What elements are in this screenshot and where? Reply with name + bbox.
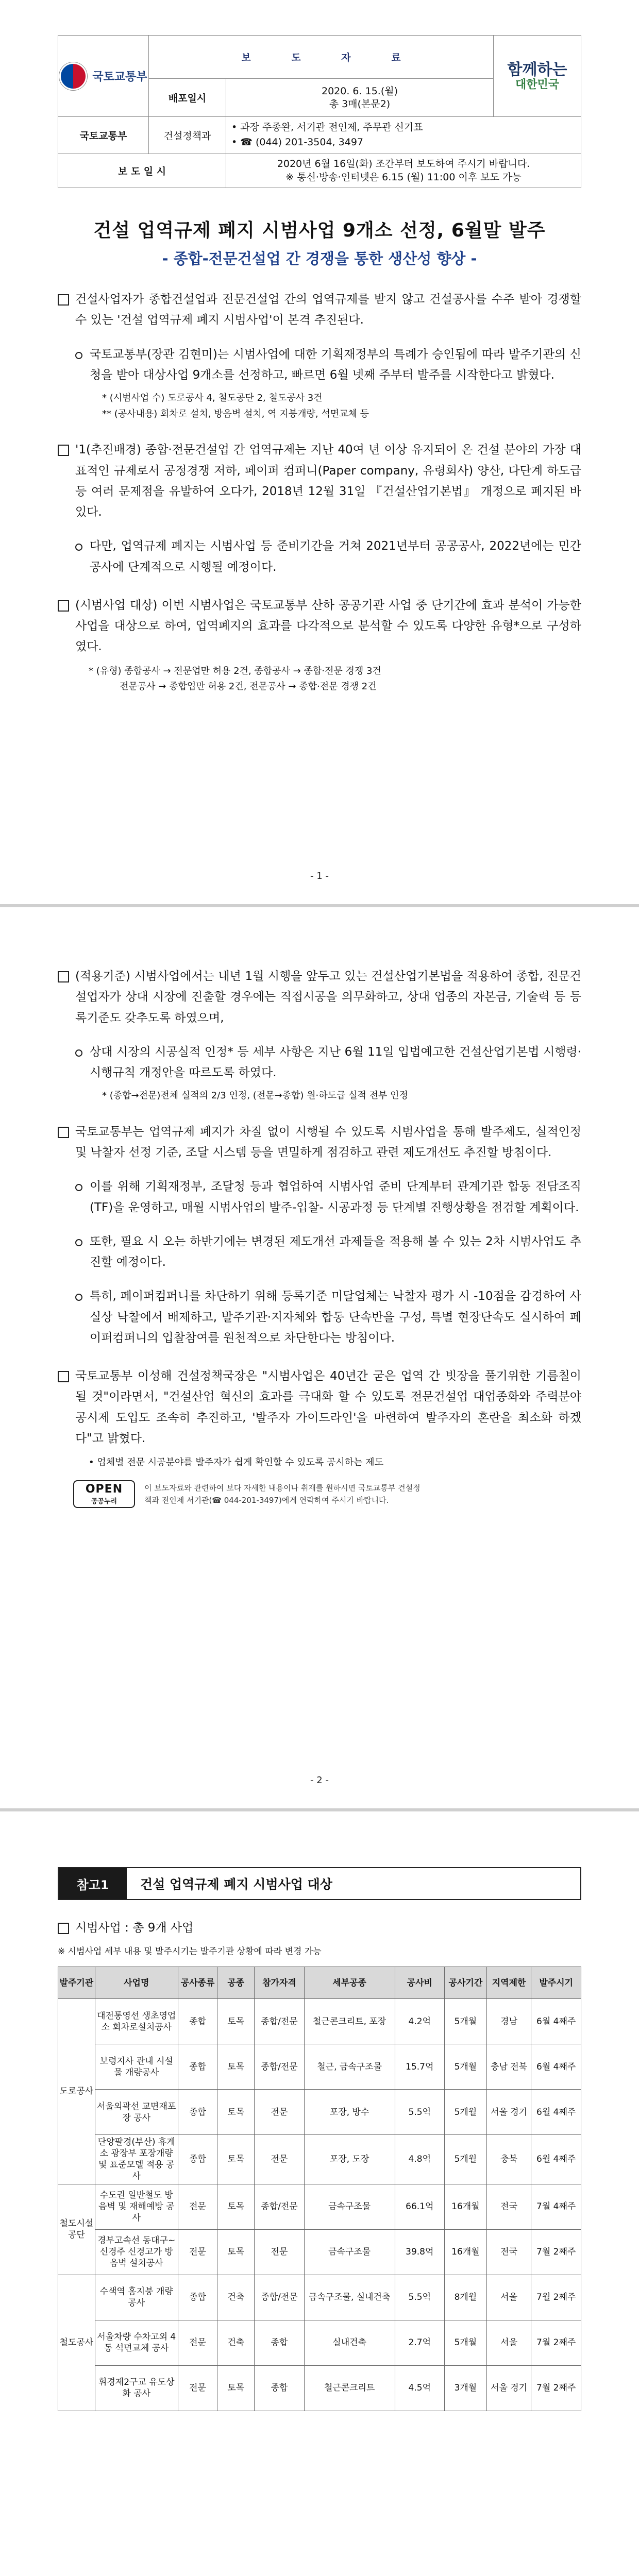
table-row [58,2229,581,2275]
table-cell: 6월 4째주 [531,2090,581,2135]
table-cell: 종합 [178,2044,217,2090]
table-cell: 종합/전문 [255,2044,305,2090]
paragraph-text: 국토교통부 이성해 건설정책국장은 "시범사업은 40년간 굳은 업역 간 빗장을 풀기위한 기름칠이 될 것"이라면서, "건설산업 혁신의 효과를 극대화 할 수 있도록 전문건설업 대업종화와 주력분야 공시제 도입도 조속히 추진하고, '발주자 가이드라인'을 마련하여 발주자의 혼란을 최소화 하겠다"고 밝혔다. [75,1369,581,1445]
square-bullet-icon [58,1371,69,1382]
press-release-title: 보 도 자 료 [149,36,494,79]
table-cell: 금속구조물 [304,2229,395,2275]
table-cell: 서울외곽선 교면재포장 공사 [95,2090,178,2135]
table-cell: 휘경제2구교 유도상화 공사 [95,2365,178,2411]
column-header: 공종 [217,1967,255,1999]
open-license-box [58,1480,581,1508]
table-row [58,1999,581,2044]
table-cell: 4.8억 [395,2135,445,2184]
table-cell: 전문 [178,2229,217,2275]
circle-bullet-icon [75,1239,82,1246]
table-cell: 6월 4째주 [531,1999,581,2044]
table-cell: 토목 [217,2135,255,2184]
table-cell: 금속구조물 [304,2184,395,2229]
paragraph-text: 국토교통부는 업역규제 폐지가 차질 없이 시행될 수 있도록 시범사업을 통해 발주제도, 실적인정 및 낙찰자 선정 기준, 조달 시스템 등을 면밀하게 점검하고 관련 제도개선도 추진할 방침이다. [75,1125,581,1160]
circle-bullet-icon [75,1184,82,1191]
table-row [58,2090,581,2135]
table-cell: 16개월 [445,2184,487,2229]
table-row [58,2275,581,2320]
slogan-logo [494,36,581,117]
paragraph-5-3 [58,1286,581,1348]
footnote: 전문공사 → 종합업만 허용 2건, 전문공사 → 종합·전문 경쟁 2건 [120,681,377,692]
table-cell: 7월 2째주 [531,2365,581,2411]
table-cell: 종합/전문 [255,2184,305,2229]
table-row [58,2184,581,2229]
paragraph-4 [58,966,581,1028]
table-cell: 5개월 [445,1999,487,2044]
table-cell: 토목 [217,2365,255,2411]
table-cell: 서울 [486,2320,531,2365]
paragraph-text: (시범사업 대상) 이번 시범사업은 국토교통부 산하 공공기관 사업 중 단기간에 효과 분석이 가능한 사업을 대상으로 하여, 업역폐지의 효과를 다각적으로 분석할 수 있도록 다양한 유형*으로 구성하였다. [75,598,581,654]
paragraph-text: 국토교통부(장관 김현미)는 시범사업에 대한 기획재정부의 특례가 승인됨에 따라 발주기관의 신청을 받아 대상사업 9개소를 선정하고, 빠르면 6월 넷째 주부터 발주를 시작한다고 밝혔다. [90,347,581,382]
table-cell: 종합 [178,2135,217,2184]
dept-name: 건설정책과 [149,117,226,154]
table-cell: 전문 [255,2229,305,2275]
table-cell: 건축 [217,2320,255,2365]
square-bullet-icon [58,445,69,456]
table-cell: 5개월 [445,2044,487,2090]
table-cell: 서울 [486,2275,531,2320]
table-cell: 종합 [255,2320,305,2365]
table-cell: 7월 2째주 [531,2275,581,2320]
table-cell: 충북 [486,2135,531,2184]
contact-notice-line-1: 이 보도자료와 관련하여 보다 자세한 내용이나 취재를 원하시면 국토교통부 건설정 [144,1483,421,1493]
circle-bullet-icon [75,1294,82,1301]
appendix-title: 건설 업역규제 폐지 시범사업 대상 [140,1877,332,1892]
table-cell: 토목 [217,2229,255,2275]
paragraph-1 [58,289,581,331]
table-cell: 5.5억 [395,2275,445,2320]
table-cell: 7월 4째주 [531,2184,581,2229]
paragraph-text: 다만, 업역규제 폐지는 시범사업 등 준비기간을 거쳐 2021년부터 공공공사, 2022년에는 민간공사에 단계적으로 시행될 예정이다. [90,539,581,574]
table-cell: 수도권 일반철도 방음벽 및 재해예방 공사 [95,2184,178,2229]
paragraph-text: 특히, 페이퍼컴퍼니를 차단하기 위해 등록기준 미달업체는 낙찰자 평가 시 -10점을 감경하여 사실상 낙찰에서 배제하고, 발주기관·지자체와 합동 단속반을 구성, 특별 현장단속도 실시하여 페이퍼컴퍼니의 입찰참여를 원천적으로 차단한다는 방침이다. [90,1290,581,1345]
circle-bullet-icon [75,352,82,359]
paragraph-2 [58,439,581,522]
table-cell: 2.7억 [395,2320,445,2365]
table-cell: 전국 [486,2184,531,2229]
table-cell: 수색역 홈지붕 개량공사 [95,2275,178,2320]
table-cell: 종합 [178,2275,217,2320]
ministry-logo [58,36,149,117]
appendix-remark: ※ 시범사업 세부 내용 및 발주시기는 발주기관 상황에 따라 변경 가능 [58,1946,322,1957]
table-cell: 전문 [255,2135,305,2184]
table-header-row [58,1967,581,1999]
table-cell: 경남 [486,1999,531,2044]
distribution-date: 2020. 6. 15.(월) [322,85,398,97]
column-header: 사업명 [95,1967,178,1999]
page-3 [0,1808,639,2576]
table-cell: 3개월 [445,2365,487,2411]
column-header: 지역제한 [486,1967,531,1999]
table-cell: 전문 [178,2184,217,2229]
slogan-line-1: 함께하는 [507,60,567,79]
table-cell: 종합 [255,2365,305,2411]
table-cell: 39.8억 [395,2229,445,2275]
table-cell: 전문 [178,2320,217,2365]
distribution-pages: 총 3매(본문2) [329,98,391,110]
page-number: - 1 - [310,871,329,882]
paragraph-text: 또한, 필요 시 오는 하반기에는 변경된 제도개선 과제들을 적용해 볼 수 있는 2차 시범사업도 추진할 예정이다. [90,1234,581,1269]
appendix-header [58,1867,581,1900]
table-cell: 철근콘크리트, 포장 [304,1999,395,2044]
table-cell: 서울 경기 [486,2365,531,2411]
column-header: 세부공종 [304,1967,395,1999]
column-header: 공사비 [395,1967,445,1999]
table-cell: 실내건축 [304,2320,395,2365]
paragraph-text: 이를 위해 기획재정부, 조달청 등과 협업하여 시범사업 준비 단계부터 관계기관 합동 전담조직(TF)을 운영하고, 매월 시범사업의 발주-입찰- 시공과정 등 단계별 진행상황을 점검할 계획이다. [90,1180,581,1214]
paragraph-4-1 [58,1042,581,1083]
contact-info [226,117,581,154]
table-cell: 종합/전문 [255,2275,305,2320]
distribution-label: 배포일시 [149,79,226,117]
footnote: * (유형) 종합공사 → 전문업만 허용 2건, 종합공사 → 종합·전문 경쟁 3건 [89,665,381,676]
square-bullet-icon [58,1923,69,1934]
page-number: - 2 - [310,1775,329,1786]
table-cell: 5개월 [445,2135,487,2184]
table-cell: 포장, 방수 [304,2090,395,2135]
column-header: 공사기간 [445,1967,487,1999]
paragraph-2-1 [58,536,581,578]
circle-bullet-icon [75,1049,82,1057]
page-2 [0,904,639,1808]
open-license-logo [73,1480,135,1508]
table-cell: 5개월 [445,2320,487,2365]
contact-line-1: • 과장 주종완, 서기관 전인제, 주무관 신기표 [231,122,423,133]
table-cell: 7월 2째주 [531,2229,581,2275]
table-cell: 토목 [217,2184,255,2229]
column-header: 발주기관 [58,1967,95,1999]
table-row [58,2320,581,2365]
table-cell: 경부고속선 동대구~신경주 신경고가 방음벽 설치공사 [95,2229,178,2275]
article-title: 건설 업역규제 폐지 시범사업 9개소 선정, 6월말 발주 [93,220,546,242]
column-header: 공사종류 [178,1967,217,1999]
slogan-line-2: 대한민국 [515,77,559,91]
table-cell: 4.5억 [395,2365,445,2411]
table-cell: 4.2억 [395,1999,445,2044]
table-cell: 전문 [178,2365,217,2411]
table-cell: 서울차량 수차고외 4동 석면교체 공사 [95,2320,178,2365]
embargo-line-2: ※ 통신·방송·인터넷은 6.15 (월) 11:00 이후 보도 가능 [285,172,522,183]
table-cell: 토목 [217,2090,255,2135]
appendix-summary [58,1918,581,1938]
circle-bullet-icon [75,544,82,551]
table-cell: 보령지사 관내 시설물 개량공사 [95,2044,178,2090]
square-bullet-icon [58,1127,69,1138]
column-header: 발주시기 [531,1967,581,1999]
table-cell: 전국 [486,2229,531,2275]
contact-notice [144,1482,421,1506]
table-cell: 금속구조물, 실내건축 [304,2275,395,2320]
open-logo-text: OPEN [85,1482,123,1496]
square-bullet-icon [58,600,69,612]
table-cell: 대전통영선 생초영업소 회차로설치공사 [95,1999,178,2044]
table-cell: 16개월 [445,2229,487,2275]
square-bullet-icon [58,971,69,982]
table-cell: 종합 [178,2090,217,2135]
embargo-info [226,154,581,188]
table-cell: 건축 [217,2275,255,2320]
footnote: ** (공사내용) 회차로 설치, 방음벽 설치, 역 지붕개량, 석면교체 등 [102,408,369,419]
table-cell: 충남 전북 [486,2044,531,2090]
appendix-tag: 참고1 [59,1868,127,1899]
column-header: 참가자격 [255,1967,305,1999]
agency-cell: 도로공사 [58,1999,95,2184]
table-row [58,2044,581,2090]
table-cell: 철근콘크리트 [304,2365,395,2411]
paragraph-5-2 [58,1231,581,1273]
table-cell: 전문 [255,2090,305,2135]
embargo-label: 보 도 일 시 [58,154,226,188]
table-cell: 15.7억 [395,2044,445,2090]
paragraph-text: '1(추진배경) 종합·전문건설업 간 업역규제는 지난 40여 년 이상 유지되어 온 건설 분야의 가장 대표적인 규제로서 공정경쟁 저하, 페이퍼 컴퍼니(Paper company, 유령회사) 양산, 다단계 하도급 등 여러 문제점을 유발하여 오다가, 2018년 12월 31일 『건설산업기본법』 개정으로 폐지된 바 있다. [75,443,581,519]
square-bullet-icon [58,294,69,306]
table-cell: 66.1억 [395,2184,445,2229]
table-cell: 서울 경기 [486,2090,531,2135]
agency-cell: 철도시설공단 [58,2184,95,2275]
table-cell: 종합/전문 [255,1999,305,2044]
open-logo-subtext: 공공누리 [91,1497,117,1505]
page-1 [0,0,639,904]
paragraph-6 [58,1366,581,1449]
table-cell: 5개월 [445,2090,487,2135]
paragraph-text: (적용기준) 시범사업에서는 내년 1월 시행을 앞두고 있는 건설산업기본법을 적용하여 종합, 전문건설업자가 상대 시장에 진출할 경우에는 직접시공을 의무화하고, 상대 업종의 자본금, 기술력 등 등록기준도 갖추도록 하였으며, [75,970,581,1025]
table-body [58,1999,581,2411]
pilot-project-table [58,1967,581,2411]
table-cell: 5.5억 [395,2090,445,2135]
paragraph-1-1 [58,344,581,386]
paragraph-text: 상대 시장의 시공실적 인정* 등 세부 사항은 지난 6월 11일 입법예고한 건설산업기본법 시행령·시행규칙 개정안을 따르도록 하였다. [90,1045,581,1079]
table-cell: 철근, 금속구조물 [304,2044,395,2090]
table-cell: 8개월 [445,2275,487,2320]
table-cell: 단양팔경(부산) 휴게소 광장부 포장개량 및 표준모델 적용 공사 [95,2135,178,2184]
footnote: * (종합→전문)전체 실적의 2/3 인정, (전문→종합) 원·하도급 실적 전부 인정 [102,1090,408,1101]
paragraph-3 [58,595,581,657]
article-subtitle: - 종합-전문건설업 간 경쟁을 통한 생산성 향상 - [162,250,477,268]
footnote: * (시범사업 수) 도로공사 4, 철도공단 2, 철도공사 3건 [102,393,323,404]
ministry-logo-text: 국토교통부 [92,71,147,83]
contact-line-2: • ☎ (044) 201-3504, 3497 [231,137,363,148]
dept-label: 국토교통부 [58,117,149,154]
footnote: • 업체별 전문 시공분야를 발주자가 쉽게 확인할 수 있도록 공시하는 제도 [89,1457,384,1468]
table-cell: 7월 2째주 [531,2320,581,2365]
table-cell: 종합 [178,1999,217,2044]
press-header [58,35,581,188]
paragraph-5 [58,1122,581,1163]
table-row [58,2135,581,2184]
agency-cell: 철도공사 [58,2275,95,2411]
table-cell: 토목 [217,1999,255,2044]
paragraph-5-1 [58,1176,581,1218]
table-cell: 6월 4째주 [531,2044,581,2090]
table-cell: 포장, 도장 [304,2135,395,2184]
paragraph-text: 건설사업자가 종합건설업과 전문건설업 간의 업역규제를 받지 않고 건설공사를 수주 받아 경쟁할 수 있는 '건설 업역규제 폐지 시범사업'이 본격 추진된다. [75,293,581,327]
taegeuk-icon [59,62,87,90]
table-cell: 6월 4째주 [531,2135,581,2184]
embargo-line-1: 2020년 6월 16일(화) 조간부터 보도하여 주시기 바랍니다. [277,158,530,170]
summary-text: 시범사업 : 총 9개 사업 [75,1921,194,1935]
contact-notice-line-2: 책과 전인제 서기관(☎ 044-201-3497)에게 연락하여 주시기 바랍니다. [144,1495,389,1505]
table-cell: 토목 [217,2044,255,2090]
table-row [58,2365,581,2411]
distribution-info [226,79,494,117]
